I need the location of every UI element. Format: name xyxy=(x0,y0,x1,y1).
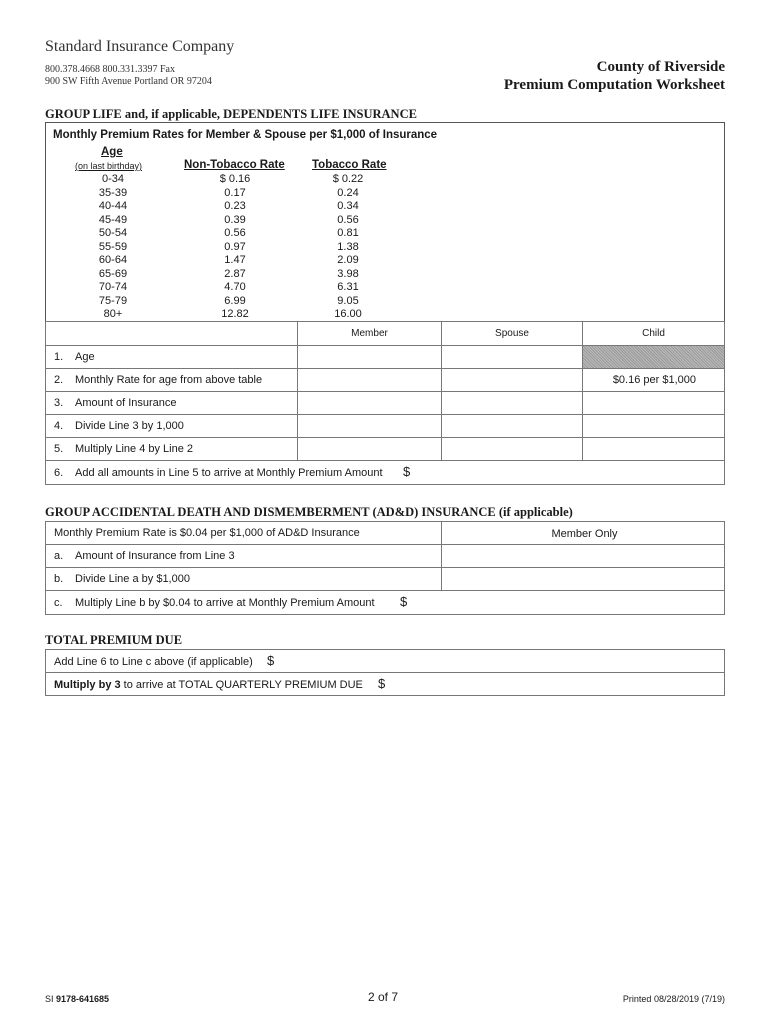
total-line-2-label xyxy=(54,679,363,691)
age-band: 60-64 xyxy=(98,254,128,266)
line-5-label xyxy=(45,437,298,461)
dollar-sign: $ xyxy=(267,653,275,668)
line-number: a. xyxy=(54,550,64,562)
line-label: Amount of Insurance xyxy=(75,397,177,409)
line-number: 6. xyxy=(54,467,64,479)
line-6-total-input[interactable] xyxy=(370,462,720,483)
child-label: Child xyxy=(642,328,665,339)
multiply-bold: Multiply by 3 xyxy=(54,679,121,691)
printed-date: Printed 08/28/2019 (7/19) xyxy=(622,994,725,1004)
non-tobacco-rate: 2.87 xyxy=(224,267,246,280)
non-tobacco-rate: 0.17 xyxy=(224,186,246,199)
child-rate-value: $0.16 per $1,000 xyxy=(612,374,696,386)
line-label: Age xyxy=(75,351,95,363)
tobacco-rate: 0.81 xyxy=(337,227,359,239)
line-number: 1. xyxy=(54,351,64,363)
non-tobacco-rate: 12.82 xyxy=(221,308,249,320)
line-4-member-input[interactable] xyxy=(297,414,442,438)
line-1-spouse-input[interactable] xyxy=(441,345,583,369)
tobacco-rate: 16.00 xyxy=(334,308,362,320)
tobacco-rate: 1.38 xyxy=(337,240,359,253)
line-2-label xyxy=(45,368,298,392)
non-tobacco-rate: 0.56 xyxy=(224,227,246,239)
grid-header-blank xyxy=(45,321,298,346)
line-number: 2. xyxy=(54,374,64,386)
line-a-label xyxy=(45,544,442,568)
total-quarterly-input[interactable] xyxy=(345,674,715,694)
tobacco-rate: 6.31 xyxy=(337,281,359,293)
county-name: County of Riverside xyxy=(596,59,725,75)
line-2-member-input[interactable] xyxy=(297,368,442,392)
add-rate-row xyxy=(45,521,725,545)
line-number: 5. xyxy=(54,443,64,455)
age-band: 80+ xyxy=(103,308,123,320)
tobacco-column xyxy=(318,173,378,322)
tobacco-rate: 0.34 xyxy=(337,200,359,212)
add-rate-text: Monthly Premium Rate is $0.04 per $1,000 of AD&D Insurance xyxy=(54,527,360,539)
dollar-sign: $ xyxy=(378,676,386,691)
line-label: Divide Line a by $1,000 xyxy=(75,573,190,585)
line-a-member-input[interactable] xyxy=(441,544,725,568)
company-phones: 800.378.4668 800.331.3397 Fax xyxy=(45,64,175,75)
column-header-spouse xyxy=(441,321,583,346)
tobacco-rate: 0.56 xyxy=(337,213,359,226)
line-2-child-value xyxy=(582,368,725,392)
company-name: Standard Insurance Company xyxy=(45,38,235,55)
line-b-label xyxy=(45,567,442,591)
non-tobacco-rate: 1.47 xyxy=(224,254,246,266)
line-label: Divide Line 3 by 1,000 xyxy=(75,420,184,432)
non-tobacco-rate: $ 0.16 xyxy=(219,173,251,185)
member-label: Member xyxy=(351,328,388,339)
line-label: Monthly Rate for age from above table xyxy=(75,374,263,386)
tobacco-rate: 9.05 xyxy=(337,294,359,307)
line-number: 3. xyxy=(54,397,64,409)
age-band: 45-49 xyxy=(98,213,128,226)
add-section-title: GROUP ACCIDENTAL DEATH AND DISMEMBERMENT (AD&D) INSURANCE (if applicable) xyxy=(45,505,573,519)
age-band: 55-59 xyxy=(98,240,128,253)
life-rates-box xyxy=(45,122,725,322)
age-band: 0-34 xyxy=(101,173,125,185)
form-number xyxy=(45,994,109,1004)
age-band: 50-54 xyxy=(98,227,128,239)
line-label: Multiply Line b by $0.04 to arrive at Monthly Premium Amount xyxy=(75,597,375,609)
non-tobacco-rate: 0.23 xyxy=(224,200,246,212)
age-band: 75-79 xyxy=(98,294,128,307)
line-5-spouse-input[interactable] xyxy=(441,437,583,461)
non-tobacco-label: Non-Tobacco Rate xyxy=(184,159,285,171)
column-header-member xyxy=(297,321,442,346)
line-number: b. xyxy=(54,573,64,585)
member-only-label: Member Only xyxy=(551,528,618,540)
line-c-total-input[interactable] xyxy=(367,592,717,613)
line-label: Add all amounts in Line 5 to arrive at Monthly Premium Amount xyxy=(75,467,383,479)
age-band: 65-69 xyxy=(98,267,128,280)
age-column xyxy=(88,173,138,322)
worksheet-title: Premium Computation Worksheet xyxy=(503,77,725,93)
total-monthly-input[interactable] xyxy=(234,651,714,671)
age-band: 70-74 xyxy=(98,281,128,293)
total-section-title: TOTAL PREMIUM DUE xyxy=(45,633,183,647)
line-number: 4. xyxy=(54,420,64,432)
tobacco-rate: $ 0.22 xyxy=(332,173,364,185)
form-prefix: SI xyxy=(45,994,57,1004)
line-4-label xyxy=(45,414,298,438)
company-address: 900 SW Fifth Avenue Portland OR 97204 xyxy=(45,76,212,87)
line-4-spouse-input[interactable] xyxy=(441,414,583,438)
non-tobacco-column xyxy=(205,173,265,322)
non-tobacco-rate: 6.99 xyxy=(224,294,246,307)
line-4-child-input[interactable] xyxy=(582,414,725,438)
line-3-child-input[interactable] xyxy=(582,391,725,415)
line-number: c. xyxy=(54,597,63,609)
line-3-member-input[interactable] xyxy=(297,391,442,415)
line-1-member-input[interactable] xyxy=(297,345,442,369)
line-3-label xyxy=(45,391,298,415)
line-label: Amount of Insurance from Line 3 xyxy=(75,550,235,562)
tobacco-rate: 0.24 xyxy=(337,186,359,199)
add-divider xyxy=(441,521,442,545)
page-number: 2 of 7 xyxy=(368,990,399,1004)
age-band: 40-44 xyxy=(98,200,128,212)
line-1-child-shaded xyxy=(582,345,725,369)
line-b-member-input[interactable] xyxy=(441,567,725,591)
line-2-spouse-input[interactable] xyxy=(441,368,583,392)
age-label: Age xyxy=(101,146,123,158)
line-5-member-input[interactable] xyxy=(297,437,442,461)
spouse-label: Spouse xyxy=(495,328,529,339)
dollar-sign: $ xyxy=(403,464,411,479)
rates-heading: Monthly Premium Rates for Member & Spouse per $1,000 of Insurance xyxy=(53,129,438,141)
age-note: (on last birthday) xyxy=(75,161,143,171)
column-header-child xyxy=(582,321,725,346)
tobacco-rate: 2.09 xyxy=(337,254,359,266)
tobacco-rate: 3.98 xyxy=(337,267,359,280)
non-tobacco-rate: 0.39 xyxy=(224,213,246,226)
non-tobacco-rate: 0.97 xyxy=(224,240,246,253)
line-3-spouse-input[interactable] xyxy=(441,391,583,415)
line-5-child-input[interactable] xyxy=(582,437,725,461)
non-tobacco-rate: 4.70 xyxy=(224,281,246,293)
life-section-title: GROUP LIFE and, if applicable, DEPENDENTS LIFE INSURANCE xyxy=(45,107,417,121)
multiply-rest: to arrive at TOTAL QUARTERLY PREMIUM DUE xyxy=(120,679,363,691)
dollar-sign: $ xyxy=(400,594,408,609)
tobacco-label: Tobacco Rate xyxy=(312,159,387,171)
age-band: 35-39 xyxy=(98,186,128,199)
total-line-1-label: Add Line 6 to Line c above (if applicable) xyxy=(54,656,253,668)
form-number-value: 9178-641685 xyxy=(56,994,110,1004)
line-1-label xyxy=(45,345,298,369)
line-label: Multiply Line 4 by Line 2 xyxy=(75,443,194,455)
